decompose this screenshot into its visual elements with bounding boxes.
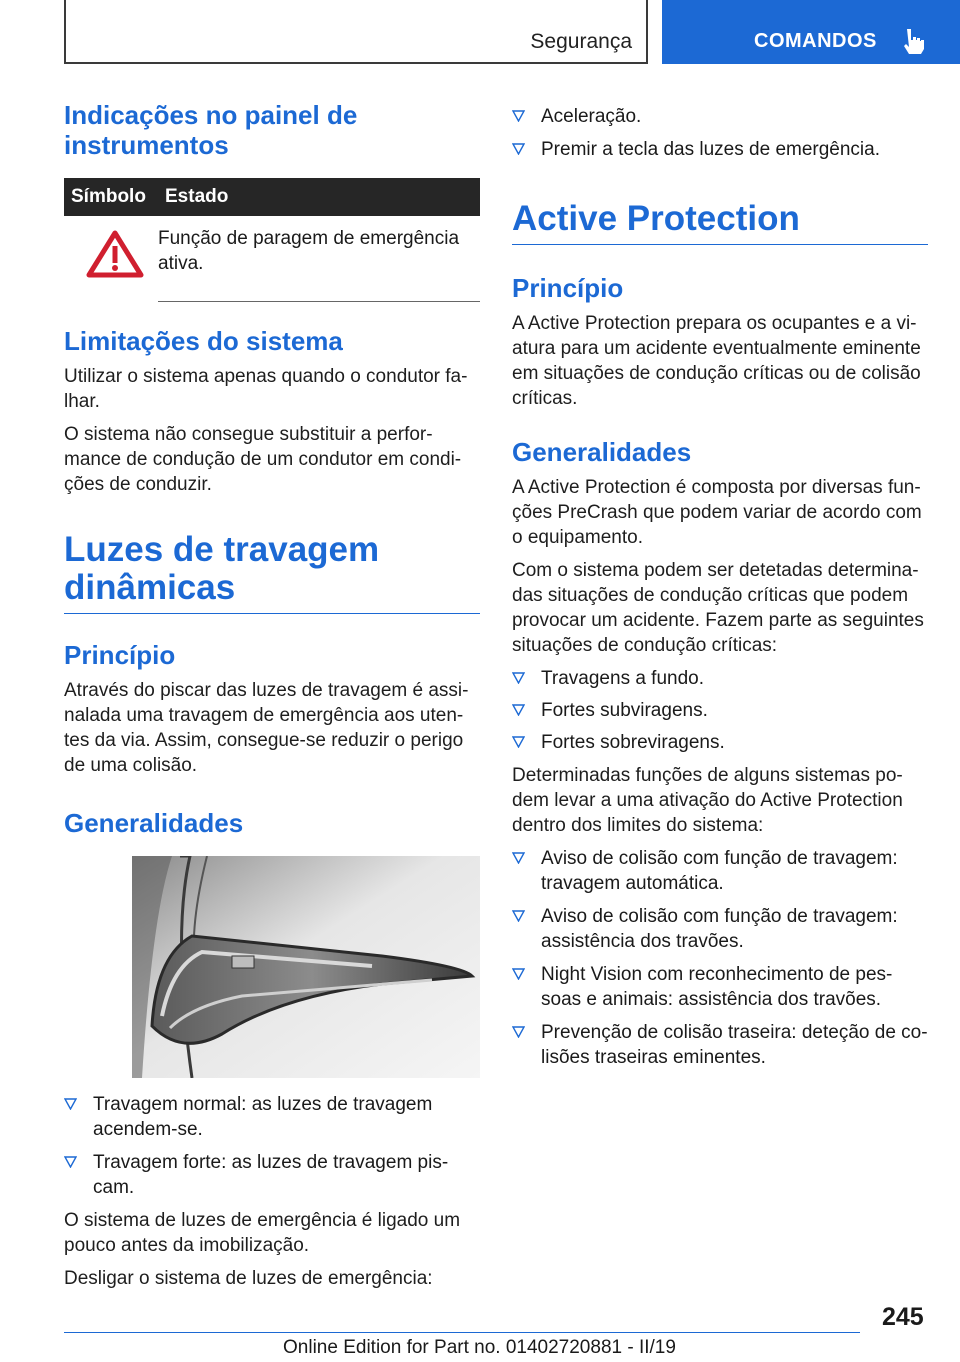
active-protection-title: Active Protection (512, 199, 800, 238)
general-paragraph-2: Com o sistema podem ser detetadas determina-das situações de condução críticas que podem provocar um acidente. Fazem parte as seguintes situações de condução críticas: (512, 560, 924, 656)
bullet-triangle-icon (512, 704, 525, 716)
chapter-label: COMANDOS (754, 29, 877, 52)
brake-lights-heading (64, 531, 480, 614)
top-bullet-list (512, 104, 928, 162)
list-item: Fortes sobreviragens. (512, 730, 928, 755)
situations-bullet-list (512, 666, 928, 755)
section-title: Segurança (530, 30, 632, 53)
general-title: Generalidades (64, 808, 244, 838)
bullet-triangle-icon (512, 672, 525, 684)
brake-paragraph-1: O sistema de luzes de emergência é ligado um pouco antes da imobilização. (64, 1210, 461, 1256)
bullet-triangle-icon (512, 968, 525, 980)
list-item: Prevenção de colisão traseira: deteção de co-lisões traseiras eminentes. (512, 1020, 928, 1070)
bullet-triangle-icon (64, 1156, 77, 1168)
bullet-triangle-icon (512, 910, 525, 922)
bullet-triangle-icon (512, 143, 525, 155)
brake-paragraph-2: Desligar o sistema de luzes de emergência: (64, 1268, 433, 1289)
warning-triangle-icon (86, 230, 144, 278)
list-item: Aviso de colisão com função de travagem: assistência dos travões. (512, 904, 928, 954)
list-item: Aceleração. (512, 104, 928, 129)
bullet-triangle-icon (512, 1026, 525, 1038)
general-paragraph-3: Determinadas funções de alguns sistemas po-dem levar a uma ativação do Active Protection dentro dos limites do sistema: (512, 765, 903, 836)
right-column (512, 100, 928, 1070)
systems-bullet-list (512, 846, 928, 1070)
chapter-tab[interactable] (662, 0, 960, 64)
principle-title: Princípio (64, 640, 176, 670)
limits-paragraph-1: Utilizar o sistema apenas quando o condutor fa-lhar. (64, 366, 468, 412)
bullet-triangle-icon (512, 110, 525, 122)
pointing-hand-icon (899, 27, 927, 55)
general-title: Generalidades (512, 437, 692, 467)
bullet-triangle-icon (64, 1098, 77, 1110)
indicators-title: Indicações no painel de instrumentos (64, 100, 358, 160)
list-item: Travagem forte: as luzes de travagem pis-cam. (64, 1150, 480, 1200)
principle-title: Princípio (512, 273, 624, 303)
list-item: Premir a tecla das luzes de emergência. (512, 137, 928, 162)
table-row (64, 216, 480, 285)
bullet-triangle-icon (512, 852, 525, 864)
limits-title: Limitações do sistema (64, 326, 343, 356)
brake-bullet-list (64, 1092, 480, 1200)
state-text: Função de paragem de emergência ativa. (158, 228, 460, 274)
table-divider (158, 301, 480, 302)
list-item: Night Vision com reconhecimento de pes-soas e animais: assistência dos travões. (512, 962, 928, 1012)
list-item: Travagem normal: as luzes de travagem acendem-se. (64, 1092, 480, 1142)
symbol-table (64, 178, 480, 285)
page-number: 245 (882, 1303, 924, 1331)
list-item: Fortes subviragens. (512, 698, 928, 723)
left-column (64, 100, 480, 1291)
list-item: Aviso de colisão com função de travagem: travagem automática. (512, 846, 928, 896)
col-symbol-header: Símbolo (64, 178, 158, 216)
principle-text: Através do piscar das luzes de travagem é assi-nalada uma travagem de emergência aos uten-tes da via. Assim, consegue-se reduzir o perigo de uma colisão. (64, 680, 469, 776)
edition-text: Online Edition for Part no. 01402720881 - II/19 (283, 1337, 676, 1358)
limits-paragraph-2: O sistema não consegue substituir a perfor-mance de condução de um condutor em condi-ções de conduzir. (64, 424, 462, 495)
tail-light-image (132, 856, 480, 1078)
active-protection-heading (512, 200, 928, 245)
bullet-triangle-icon (512, 736, 525, 748)
col-state-header: Estado (158, 178, 480, 216)
general-paragraph-1: A Active Protection é composta por diversas fun-ções PreCrash que podem variar de acordo com o equipamento. (512, 477, 922, 548)
footer-divider (64, 1332, 860, 1333)
car-tail-light-icon (132, 856, 480, 1078)
principle-text: A Active Protection prepara os ocupantes e a vi-atura para um acidente eventualmente eminente em situações de condução críticas ou de colisão críticas. (512, 313, 921, 409)
list-item: Travagens a fundo. (512, 666, 928, 691)
brake-lights-title: Luzes de travagem dinâmicas (64, 530, 380, 607)
